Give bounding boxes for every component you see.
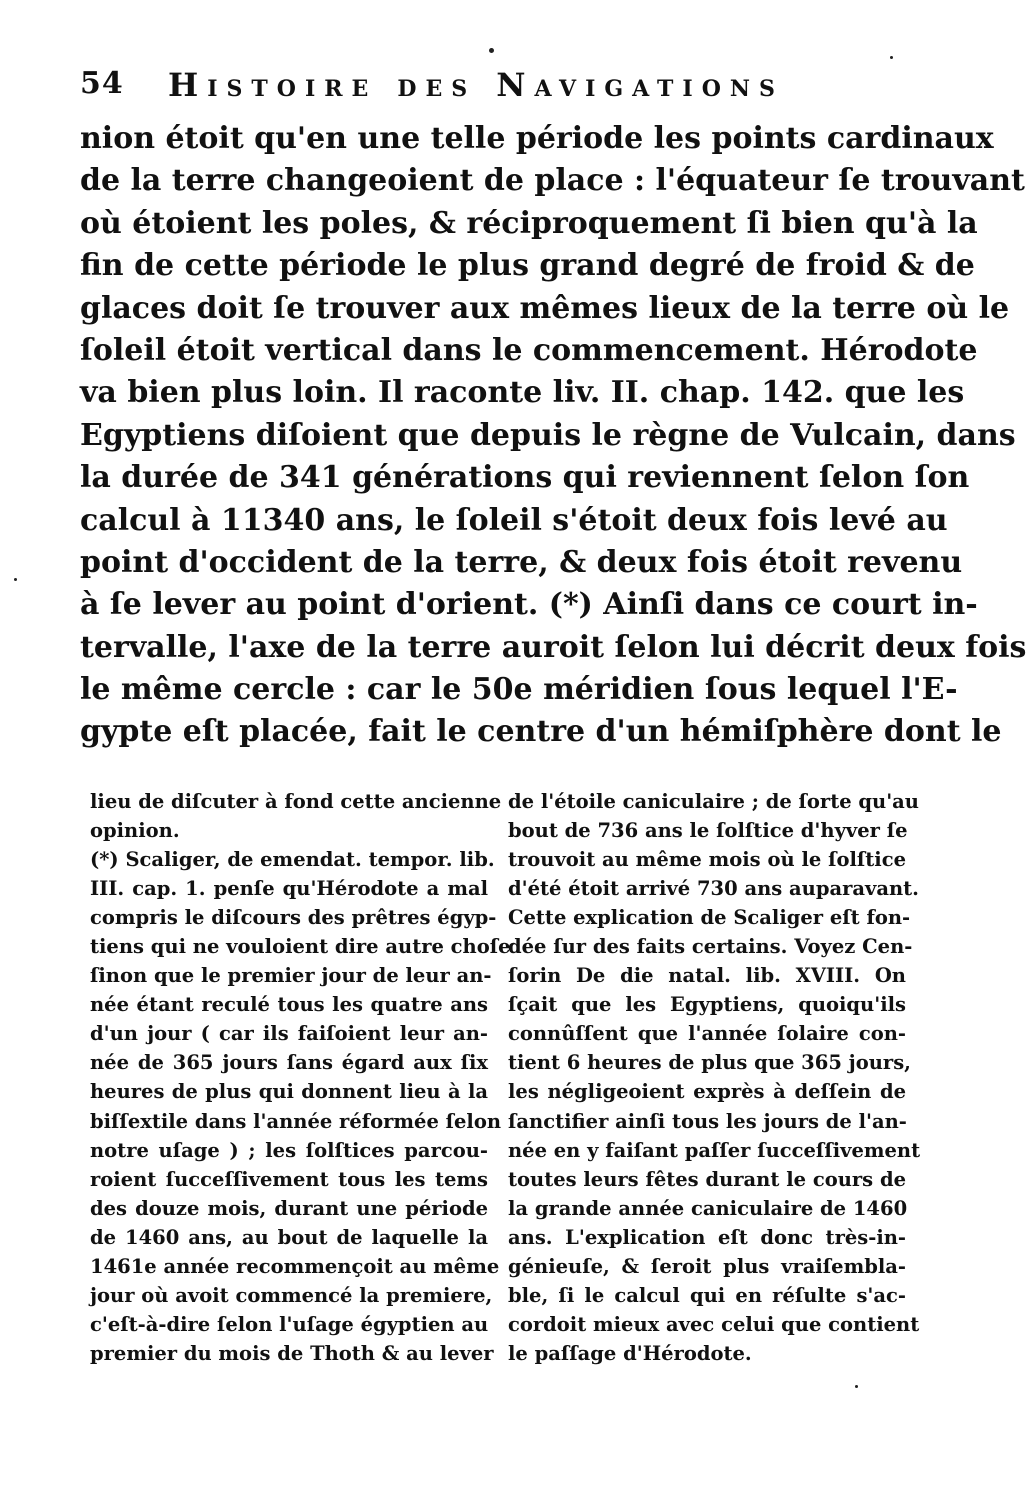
footnote-line: les négligeoient exprès à deſſein de	[508, 1080, 906, 1104]
footnote-line: jour où avoit commencé la premiere,	[90, 1283, 493, 1307]
main-text-line: de la terre changeoient de place : l'équateur ſe trouvant	[80, 163, 1025, 199]
footnote-line: des douze mois, durant une période	[90, 1196, 488, 1220]
footnote-line: opinion.	[90, 819, 180, 843]
footnote-line: de 1460 ans, au bout de laquelle la	[90, 1225, 488, 1249]
main-text-line: point d'occident de la terre, & deux fois étoit revenu	[80, 544, 963, 580]
footnote-line: le paſſage d'Hérodote.	[508, 1341, 752, 1365]
main-text-line: ſoleil étoit vertical dans le commencement. Hérodote	[80, 332, 978, 368]
footnote-line: premier du mois de Thoth & au lever	[90, 1341, 494, 1365]
main-text-line: tervalle, l'axe de la terre auroit ſelon lui décrit deux fois	[80, 629, 1026, 665]
footnote-line: ſinon que le premier jour de leur an-	[90, 964, 492, 988]
main-text-line: la durée de 341 générations qui reviennent ſelon ſon	[80, 460, 970, 496]
footnote-line: cordoit mieux avec celui que contient	[508, 1312, 920, 1336]
footnote-line: (*) Scaliger, de emendat. tempor. lib.	[90, 848, 495, 872]
main-text-line: le même cercle : car le 50e méridien ſous lequel l'E-	[80, 672, 958, 708]
footnote-line: née étant reculé tous les quatre ans	[90, 993, 488, 1017]
footnote-line: toutes leurs fêtes durant le cours de	[508, 1167, 906, 1191]
footnote-line: ble, ſi le calcul qui en réſulte s'ac-	[508, 1283, 906, 1307]
footnote-line: lieu de diſcuter à fond cette ancienne	[90, 790, 502, 813]
footnote-line: ſorin De die natal. lib. XVIII. On	[508, 964, 906, 988]
footnote-line: biſſextile dans l'année réformée ſelon	[90, 1109, 502, 1133]
main-text-line: va bien plus loin. Il raconte liv. II. chap. 142. que les	[80, 375, 965, 411]
footnote-line: heures de plus qui donnent lieu à la	[90, 1080, 488, 1104]
footnote-line: génieuſe, & ſeroit plus vraiſembla-	[508, 1254, 906, 1278]
footnote-line: notre uſage ) ; les ſolſtices parcou-	[90, 1138, 488, 1162]
footnote-line: ans. L'explication eſt donc très-in-	[508, 1225, 906, 1249]
ink-speck	[890, 56, 893, 59]
footnote-column-left	[90, 787, 511, 1368]
main-text-line: calcul à 11340 ans, le ſoleil s'étoit deux fois levé au	[80, 502, 948, 538]
footnote-line: connûſſent que l'année ſolaire con-	[508, 1022, 906, 1046]
footnote-line: ſanctifier ainſi tous les jours de l'an-	[508, 1109, 907, 1133]
footnote-line: tient 6 heures de plus que 365 jours,	[508, 1051, 911, 1075]
running-header	[80, 66, 900, 110]
main-text-line: gypte eſt placée, fait le centre d'un hémiſphère dont le	[80, 714, 1002, 750]
footnote-line: née de 365 jours ſans égard aux ſix	[90, 1051, 488, 1075]
footnote-line: d'un jour ( car ils faiſoient leur an-	[90, 1022, 488, 1046]
main-text-line: glaces doit ſe trouver aux mêmes lieux de la terre où le	[80, 290, 1010, 326]
main-text-line: fin de cette période le plus grand degré de froid & de	[80, 248, 975, 284]
page-number: 54	[80, 66, 124, 101]
main-text-line: Egyptiens diſoient que depuis le règne de Vulcain, dans	[80, 417, 1016, 453]
footnote-line: c'eſt-à-dire ſelon l'uſage égyptien au	[90, 1312, 489, 1336]
footnote-line: dée ſur des faits certains. Voyez Cen-	[508, 935, 913, 959]
ink-speck	[489, 48, 494, 53]
footnote-line: ſçait que les Egyptiens, quoiqu'ils	[508, 993, 906, 1017]
footnote-column-right	[508, 787, 921, 1368]
footnote-line: Cette explication de Scaliger eſt fon-	[508, 906, 911, 930]
footnote-line: III. cap. 1. penſe qu'Hérodote a mal	[90, 877, 488, 901]
main-text-line: à ſe lever au point d'orient. (*) Ainſi dans ce court in-	[80, 587, 978, 623]
footnote-line: bout de 736 ans le ſolſtice d'hyver ſe	[508, 819, 908, 843]
ink-speck	[855, 1385, 858, 1388]
footnote-line: née en y faiſant paſſer ſucceſſivement	[508, 1138, 921, 1162]
main-text-block	[80, 118, 1026, 754]
footnote-line: 1461e année recommençoit au même	[90, 1254, 500, 1278]
footnote-line: d'été étoit arrivé 730 ans auparavant.	[508, 877, 919, 901]
footnote-line: tiens qui ne vouloient dire autre choſe	[90, 935, 511, 959]
main-text-line: nion étoit qu'en une telle période les points cardinaux	[80, 121, 994, 156]
footnote-line: de l'étoile caniculaire ; de ſorte qu'au	[508, 790, 919, 813]
footnote-line: la grande année caniculaire de 1460	[508, 1196, 908, 1220]
footnote-line: roient ſucceſſivement tous les tems	[90, 1167, 488, 1191]
main-text-line: où étoient les poles, & réciproquement ſi bien qu'à la	[80, 205, 978, 241]
footnote-line: compris le diſcours des prêtres égyp-	[90, 906, 497, 930]
footnote-line: trouvoit au même mois où le ſolſtice	[508, 848, 906, 872]
ink-speck	[14, 578, 17, 581]
running-title: Histoire des Navigations	[168, 66, 784, 104]
